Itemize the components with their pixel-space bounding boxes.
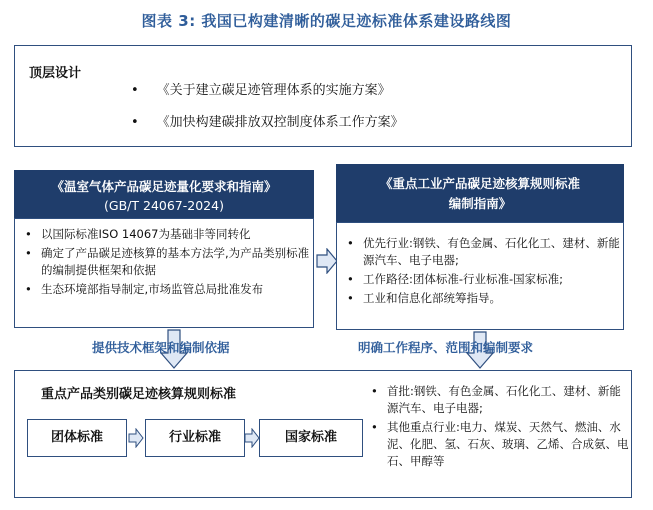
list-item: • 优先行业:钢铁、有色金属、石化化工、建材、新能源汽车、电子电器; [347, 235, 621, 269]
ghg-guide-title: 《温室气体产品碳足迹量化要求和指南》 [51, 179, 277, 194]
top-level-list [131, 79, 404, 143]
industrial-guide-list [347, 235, 621, 309]
group-standard-box: 团体标准 [27, 419, 127, 457]
list-item: • 《加快构建碳排放双控制度体系工作方案》 [131, 111, 404, 130]
list-item: • 《关于建立碳足迹管理体系的实施方案》 [131, 79, 404, 98]
list-item: • 其他重点行业:电力、煤炭、天然气、燃油、水泥、化肥、氢、石灰、玻璃、乙烯、合成氨、电石、甲醇等 [371, 419, 629, 470]
right-arrow-icon [128, 428, 144, 448]
industrial-guide-title: 《重点工业产品碳足迹核算规则标准 [379, 176, 580, 191]
industrial-guide-title-line2: 编制指南》 [448, 196, 512, 211]
list-item: • 以国际标准ISO 14067为基础非等同转化 [25, 226, 310, 243]
right-arrow-icon [316, 248, 338, 274]
list-item: • 工业和信息化部统筹指导。 [347, 290, 621, 307]
list-item: • 生态环境部指导制定,市场监管总局批准发布 [25, 281, 310, 298]
industry-standard-box: 行业标准 [145, 419, 245, 457]
top-level-design-box [14, 45, 632, 147]
ghg-guide-code: (GB/T 24067-2024) [104, 198, 224, 213]
ghg-guide-header [14, 170, 314, 218]
industrial-guide-body [336, 222, 624, 330]
left-arrow-label: 提供技术框架和编制依据 [92, 340, 230, 355]
top-level-heading: 顶层设计 [29, 66, 82, 81]
list-item: • 确定了产品碳足迹核算的基本方法学,为产品类别标准的编制提供框架和依据 [25, 245, 310, 279]
right-arrow-icon [244, 428, 260, 448]
product-category-standards-box [14, 370, 632, 498]
industrial-guide-header [336, 164, 624, 222]
ghg-guide-list [25, 226, 310, 300]
list-item: • 首批:钢铁、有色金属、石化化工、建材、新能源汽车、电子电器; [371, 383, 629, 417]
product-category-heading: 重点产品类别碳足迹核算规则标准 [41, 387, 237, 402]
list-item: • 工作路径:团体标准-行业标准-国家标准; [347, 271, 621, 288]
national-standard-box: 国家标准 [259, 419, 363, 457]
product-category-list [371, 383, 629, 472]
right-arrow-label: 明确工作程序、范围和编制要求 [358, 340, 534, 355]
ghg-guide-body [14, 218, 314, 328]
figure-title: 图表 3: 我国已构建清晰的碳足迹标准体系建设路线图 [141, 12, 512, 30]
